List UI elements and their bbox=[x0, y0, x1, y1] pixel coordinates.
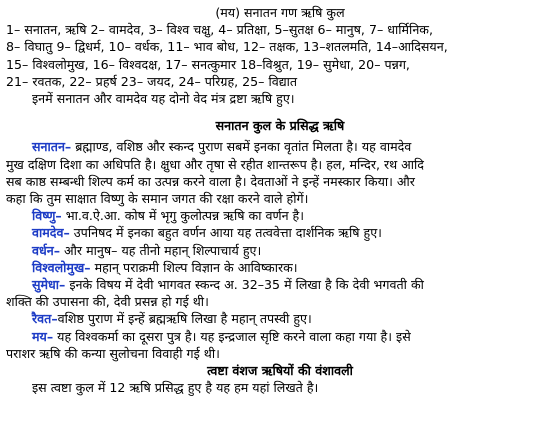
entry-raivat bbox=[6, 310, 554, 327]
entry-label-raivat: रैवत– bbox=[32, 311, 58, 327]
list-line-3: 15– विश्वलोमुख, 16– विश्वदक्ष, 17– सनत्कुमार 18–विश्रुत, 19– सुमेधा, 20– पन्नग, bbox=[6, 56, 410, 72]
entry-label-vishvalomukh: विश्वलोमुख– bbox=[32, 259, 91, 275]
list-line-1: 1– सनातन, ऋषि 2– वामदेव, 3– विश्व चक्षु, 4– प्रतिक्षा, 5–सुतक्ष 6– मानुष, 7– धार्मिनिक, bbox=[6, 22, 433, 38]
entry-text: ब्रह्माण्ड, वशिष्ठ और स्कन्द पुराण सबमें इनका वृतांत मिलता है। यह वामदेव bbox=[71, 139, 412, 155]
entry-text: और मानुष– यह तीनो महान् शिल्पाचार्य हुए। bbox=[60, 242, 262, 258]
section-heading-sanatan-kul: सनातन कुल के प्रसिद्ध ऋषि bbox=[215, 118, 345, 134]
entry-label-sanatan: सनातन– bbox=[32, 139, 72, 155]
summary-line: इनमें सनातन और वामदेव यह दोनो वेद मंत्र द्रष्टा ऋषि हुए। bbox=[32, 91, 295, 107]
paragraph-line: कहा कि तुम साक्षात विष्णु के समान जगत की रक्षा करने वाले होगें। bbox=[6, 191, 309, 207]
entry-sanatan bbox=[6, 138, 554, 155]
entry-vamdev bbox=[6, 224, 554, 241]
closing-line: इस त्वष्टा कुल में 12 ऋषि प्रसिद्ध हुए है यह हम यहां लिखते है। bbox=[32, 380, 319, 396]
paragraph-line: मुख दक्षिण दिशा का अधिपति है। क्षुधा और तृषा से रहीत शान्तरूप है। हल, मन्दिर, रथ आदि bbox=[6, 156, 424, 172]
entry-text: यह विश्वकर्मा का दूसरा पुत्र है। यह इन्द्रजाल सृष्टि करने वाला कहा गया है। इसे bbox=[53, 328, 411, 344]
entry-text: महान् पराक्रमी शिल्प विज्ञान के आविष्कारक। bbox=[90, 259, 298, 275]
entry-vishvalomukh bbox=[6, 259, 554, 276]
list-line-4: 21– रवतक, 22– प्रहर्ष 23– जयद, 24– परिग्रह, 25– विद्यात bbox=[6, 73, 298, 89]
section-heading-tvashta-vanshavali: त्वष्टा वंशज ऋषियों की वंशावली bbox=[207, 363, 353, 379]
entry-text: भा.व.ऐ.आ. कोष में भृगु कुलोत्पन्न ऋषि का वर्णन है। bbox=[61, 208, 305, 224]
paragraph-line: सब काष्ठ सम्बन्धी शिल्प कर्म का उत्पन्न करने वाला है। देवताओं ने इन्हें नमस्कार किया। और bbox=[6, 173, 415, 189]
page-title: (मय) सनातन गण ऋषि कुल bbox=[215, 5, 345, 20]
entry-label-vamdev: वामदेव– bbox=[32, 225, 70, 241]
paragraph-line: पराशर ऋषि की कन्या सुलोचना विवाही गई थी। bbox=[6, 345, 220, 361]
entry-may bbox=[6, 328, 554, 345]
entry-vardhan bbox=[6, 242, 554, 259]
entry-sumedha bbox=[6, 276, 554, 293]
entry-text: उपनिषद में इनका बहुत वर्णन आया यह तत्ववेत्ता दार्शनिक ऋषि हुए। bbox=[69, 225, 382, 241]
entry-label-sumedha: सुमेधा– bbox=[32, 277, 66, 293]
entry-text: इनके विषय में देवी भागवत स्कन्द अ. 32–35 में लिखा है कि देवी भगवती की bbox=[65, 277, 424, 293]
entry-label-may: मय– bbox=[32, 328, 54, 344]
entry-vishnu bbox=[6, 207, 554, 224]
entry-text: वशिष्ठ पुराण में इन्हें ब्रह्मऋषि लिखा है महान् तपस्वी हुए। bbox=[57, 311, 312, 327]
list-line-2: 8– विघातु 9– द्विधर्म, 10– वर्धक, 11– भाव बोध, 12– तक्षक, 13–शतलमति, 14–आदिसयन, bbox=[6, 39, 448, 55]
paragraph-line: शक्ति की उपासना की, देवी प्रसन्न हो गई थी। bbox=[6, 294, 209, 310]
entry-label-vishnu: विष्णु– bbox=[32, 208, 62, 224]
rishi-list bbox=[6, 21, 554, 90]
entry-label-vardhan: वर्धन– bbox=[32, 242, 61, 258]
